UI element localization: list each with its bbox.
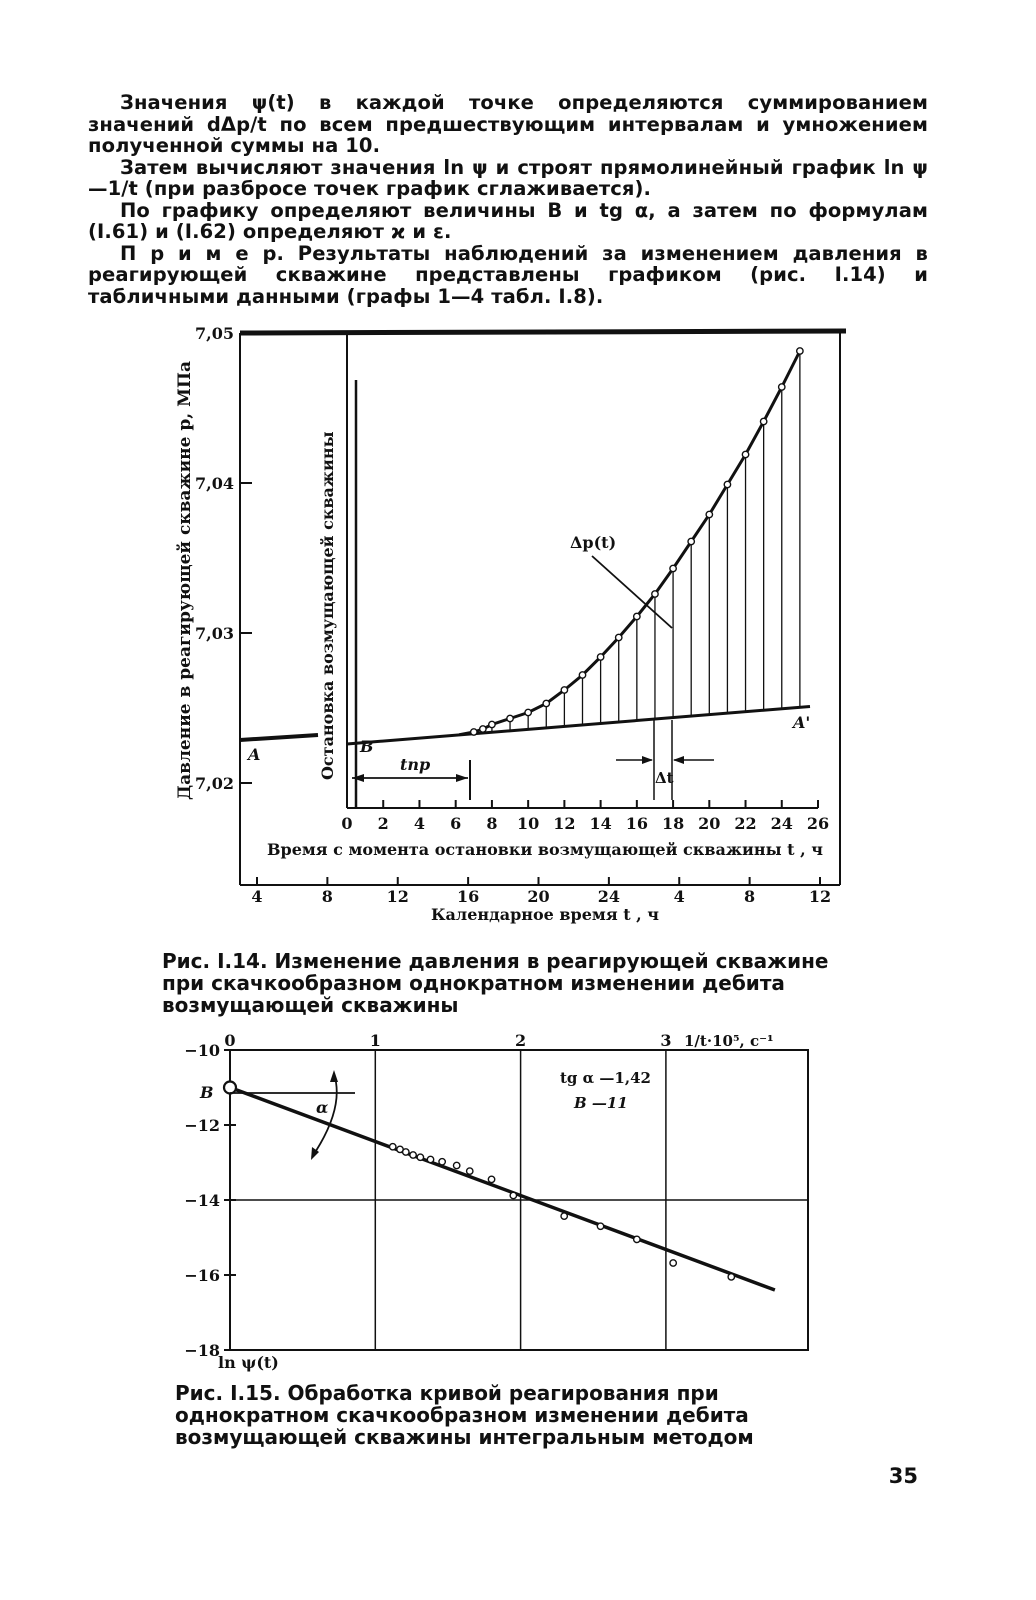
f15-B-label: B	[200, 1083, 214, 1102]
data-point	[688, 538, 694, 544]
f15-x-tick-label: 1	[369, 1031, 381, 1050]
delta-p-leader	[592, 556, 672, 628]
data-point	[634, 613, 640, 619]
data-point	[471, 729, 477, 735]
inner-shutdown-label: Остановка возмущающей скважины	[318, 431, 337, 780]
label-delta-p: Δp(t)	[570, 533, 617, 552]
data-point	[724, 481, 730, 487]
f15-fit-line	[230, 1088, 775, 1291]
data-point	[507, 715, 513, 721]
delta-p-hatching	[492, 351, 800, 732]
f15-y-tick-label: −16	[184, 1266, 220, 1285]
f15-grid	[230, 1050, 808, 1350]
f15-data-point	[224, 1082, 236, 1094]
x-tick-label: 6	[450, 814, 462, 833]
x-tick-label: 12	[553, 814, 576, 833]
data-point	[779, 384, 785, 390]
y-ticks	[195, 324, 252, 793]
x-tick-label: 8	[486, 814, 498, 833]
label-B: B	[360, 737, 374, 756]
f15-data-point	[453, 1162, 459, 1168]
x2-tick-label: 12	[386, 887, 409, 906]
f15-data-point	[427, 1156, 433, 1162]
x-tick-label: 2	[377, 814, 389, 833]
x-tick-label: 10	[517, 814, 540, 833]
f15-legend-B: B —11	[574, 1094, 628, 1112]
f15-data-point	[410, 1152, 416, 1158]
label-delta-t: Δt	[655, 769, 674, 787]
label-A-prime: A'	[793, 713, 811, 732]
x-axis-label-bottom: Календарное время t , ч	[430, 905, 660, 924]
x-axis-label-top: Время с момента остановки возмущающей скважины t , ч	[267, 840, 823, 859]
data-point	[525, 709, 531, 715]
figure-14-caption: Рис. I.14. Изменение давления в реагирующей скважине при скачкообразном однократном изменении дебита возмущающей скважины	[162, 949, 829, 1017]
x-tick-label: 0	[341, 814, 353, 833]
figure-15	[184, 1031, 808, 1372]
f15-y-tick-label: −18	[184, 1341, 220, 1360]
paragraph-3: По графику определяют величины B и tg α, а затем по формулам (I.61) и (I.62) определяют ϰ и ε.	[88, 198, 928, 243]
x2-tick-label: 12	[808, 887, 832, 906]
data-point	[706, 511, 712, 517]
x-tick-label: 4	[413, 814, 426, 833]
dt-arrowhead-left	[642, 756, 653, 764]
figure-14	[175, 324, 846, 924]
label-A: A	[248, 745, 261, 764]
paragraph-2: Затем вычисляют значения ln ψ и строят прямолинейный график ln ψ—1/t (при разбросе точек график сглаживается).	[88, 155, 928, 200]
data-point	[480, 726, 486, 732]
x-ticks-inner	[341, 800, 829, 833]
data-point	[760, 418, 766, 424]
y-tick-label: 7,03	[195, 624, 234, 643]
y-tick-label: 7,05	[195, 324, 234, 343]
f15-y-tick-label: −12	[184, 1116, 220, 1135]
x2-tick-label: 8	[321, 887, 333, 906]
data-point	[579, 672, 585, 678]
x-tick-label: 24	[770, 814, 793, 833]
f15-data-point	[597, 1223, 603, 1229]
f15-y-tick-label: −14	[184, 1191, 220, 1210]
x-tick-label: 16	[625, 814, 648, 833]
x2-tick-label: 16	[456, 887, 480, 906]
f15-x-tick-label: 3	[660, 1031, 672, 1050]
data-point	[652, 591, 658, 597]
f15-data-point	[670, 1260, 676, 1266]
x2-tick-label: 8	[744, 887, 756, 906]
y-tick-label: 7,04	[195, 474, 234, 493]
y-axis-label: Давление в реагирующей скважине p, МПа	[175, 361, 195, 800]
f15-arc-arrow-top	[330, 1070, 338, 1082]
f15-data-point	[488, 1176, 494, 1182]
tpr-arrowhead-left	[352, 774, 364, 782]
x-tick-label: 14	[589, 814, 612, 833]
data-point	[797, 348, 803, 354]
label-tpr: tпр	[400, 755, 431, 774]
f15-data-point	[510, 1192, 516, 1198]
f15-data-point	[439, 1159, 445, 1165]
x2-tick-label: 20	[527, 887, 550, 906]
y-tick-label: 7,02	[195, 774, 234, 793]
dt-arrowhead-right	[673, 756, 684, 764]
x-tick-label: 22	[734, 814, 757, 833]
data-point	[543, 700, 549, 706]
f15-data-point	[634, 1236, 640, 1242]
figure-15-caption: Рис. I.15. Обработка кривой реагирования при однократном скачкообразном изменении дебита возмущающей скважины интегральным методом	[175, 1381, 754, 1449]
f15-data-point	[403, 1149, 409, 1155]
baseline-aa	[347, 707, 810, 745]
data-point	[597, 654, 603, 660]
data-point	[742, 451, 748, 457]
x-tick-label: 26	[806, 814, 830, 833]
x-tick-label: 20	[698, 814, 721, 833]
f15-x-tick-label: 2	[515, 1031, 527, 1050]
x2-tick-label: 4	[251, 887, 263, 906]
x2-tick-label: 24	[597, 887, 621, 906]
data-point	[616, 634, 622, 640]
data-point	[489, 721, 495, 727]
f15-data-point	[417, 1154, 423, 1160]
frame-top	[240, 331, 846, 333]
x-tick-label: 18	[661, 814, 685, 833]
f15-data-point	[390, 1144, 396, 1150]
f15-alpha-label: α	[316, 1098, 329, 1117]
f15-data-point	[561, 1213, 567, 1219]
tpr-arrowhead-right	[456, 774, 468, 782]
f15-legend-tg: tg α —1,42	[560, 1069, 651, 1087]
x2-tick-label: 4	[673, 887, 685, 906]
f15-y-label: ln ψ(t)	[218, 1353, 279, 1372]
f15-x-tick-label: 0	[224, 1031, 236, 1050]
x-ticks-calendar	[251, 877, 831, 906]
f15-x-label: 1/t·10⁵, с⁻¹	[684, 1032, 774, 1050]
data-point	[670, 565, 676, 571]
pressure-curve	[459, 351, 800, 735]
page-number: 35	[888, 1464, 918, 1488]
paragraph-1: Значения ψ(t) в каждой точке определяются суммированием значений dΔp/t по всем предшествующим интервалам и умножением полученной суммы на 10.	[88, 91, 928, 157]
f15-data-point	[467, 1168, 473, 1174]
paragraph-4: П р и м е р. Результаты наблюдений за изменением давления в реагирующей скважине представлены графиком (рис. I.14) и табличными данными (графы 1—4 табл. I.8).	[88, 241, 928, 308]
f15-data-point	[728, 1274, 734, 1280]
f15-y-tick-label: −10	[184, 1041, 220, 1060]
baseline-extension	[240, 735, 318, 740]
data-point	[561, 687, 567, 693]
